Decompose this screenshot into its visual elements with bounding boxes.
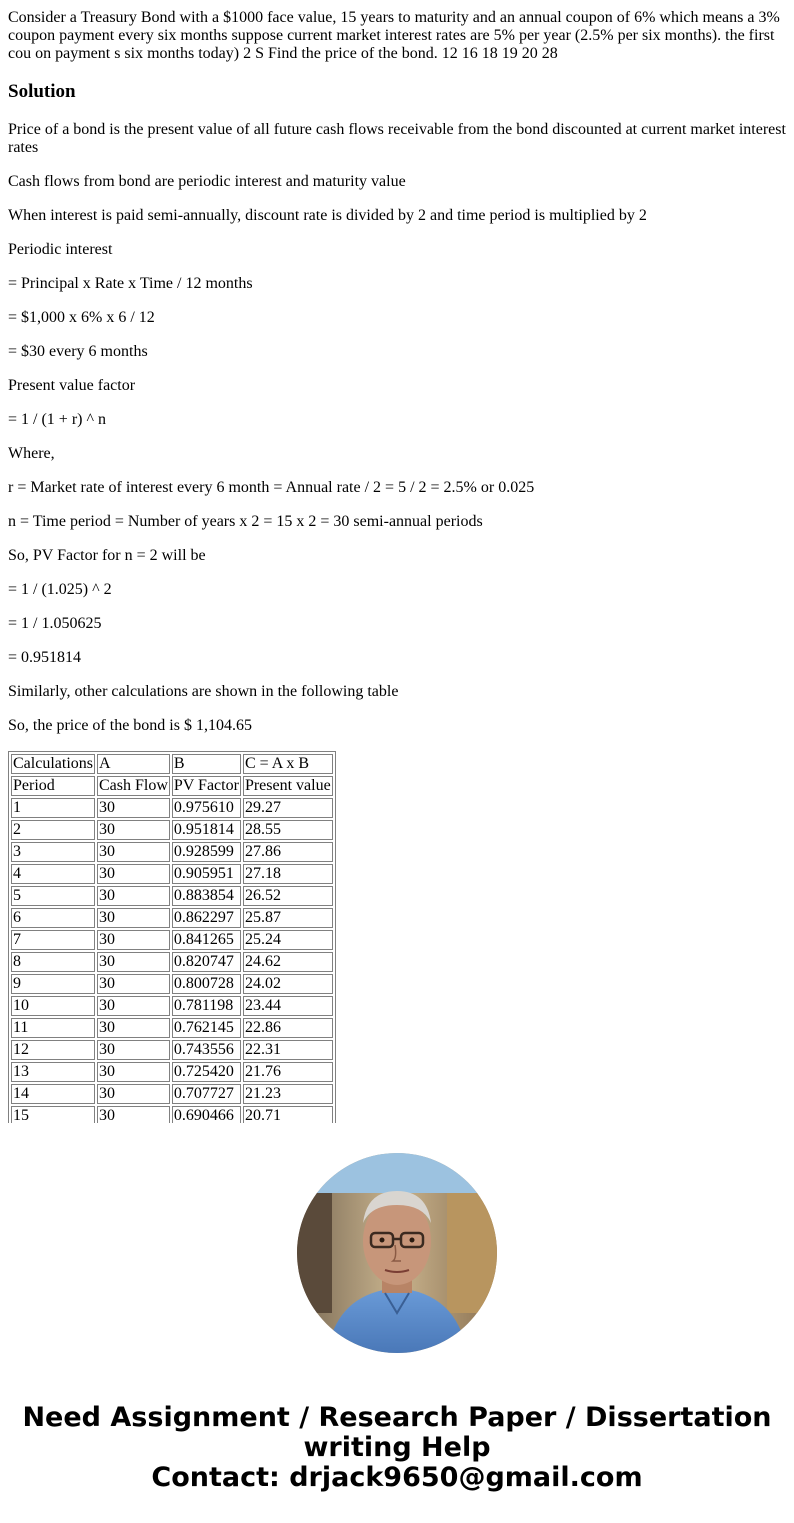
table-cell: 4 xyxy=(11,864,95,884)
calculation-table xyxy=(8,751,336,1123)
table-cell: 0.975610 xyxy=(172,798,241,818)
table-row xyxy=(11,1018,333,1038)
table-cell: 7 xyxy=(11,930,95,950)
table-cell: 28.55 xyxy=(243,820,333,840)
table-cell: 23.44 xyxy=(243,996,333,1016)
table-cell: 0.800728 xyxy=(172,974,241,994)
table-header-cell: Present value xyxy=(244,777,331,794)
table-cell: 14 xyxy=(11,1084,95,1104)
table-header-cell: Period xyxy=(11,776,95,796)
table-cell: 11 xyxy=(11,1018,95,1038)
paragraph-12: n = Time period = Number of years x 2 = 15 x 2 = 30 semi-annual periods xyxy=(8,513,483,530)
table-row xyxy=(11,1106,333,1123)
table-cell: 30 xyxy=(97,996,170,1016)
paragraph-13: So, PV Factor for n = 2 will be xyxy=(8,547,206,564)
paragraph-9: = 1 / (1 + r) ^ n xyxy=(8,411,106,428)
paragraph-1: Price of a bond is the present value of all future cash flows receivable from the bond discounted at current market interest rates xyxy=(8,121,786,156)
table-cell: 0.951814 xyxy=(172,820,241,840)
table-header-cell: B xyxy=(172,754,241,774)
table-cell: 30 xyxy=(97,974,170,994)
table-cell: 30 xyxy=(97,864,170,884)
paragraph-17: Similarly, other calculations are shown in the following table xyxy=(8,683,399,700)
paragraph-2: Cash flows from bond are periodic interest and maturity value xyxy=(8,173,406,190)
table-cell: 0.820747 xyxy=(172,952,241,972)
table-cell: 3 xyxy=(11,842,95,862)
author-avatar xyxy=(297,1153,497,1353)
table-row xyxy=(11,996,333,1016)
table-cell: 0.690466 xyxy=(172,1106,241,1123)
table-cell: 30 xyxy=(97,930,170,950)
table-cell: 0.725420 xyxy=(172,1062,241,1082)
table-cell: 29.27 xyxy=(243,798,333,818)
table-row xyxy=(11,820,333,840)
table-cell: 30 xyxy=(97,1106,170,1123)
table-cell: 0.883854 xyxy=(172,886,241,906)
table-cell: 30 xyxy=(97,886,170,906)
table-cell: 9 xyxy=(11,974,95,994)
table-cell: 1 xyxy=(11,798,95,818)
table-cell: 21.23 xyxy=(243,1084,333,1104)
table-row xyxy=(11,974,333,994)
table-cell: 21.76 xyxy=(243,1062,333,1082)
table-header-cell: Calculations xyxy=(13,755,93,772)
table-cell: 25.87 xyxy=(243,908,333,928)
table-row xyxy=(11,930,333,950)
footer-line-2: writing Help xyxy=(303,1432,491,1463)
table-header-row-1 xyxy=(11,754,333,774)
table-cell: 13 xyxy=(11,1062,95,1082)
table-cell: 0.762145 xyxy=(172,1018,241,1038)
promo-footer xyxy=(0,1403,794,1493)
table-row xyxy=(11,864,333,884)
table-row xyxy=(11,1062,333,1082)
paragraph-16: = 0.951814 xyxy=(8,649,82,666)
paragraph-14: = 1 / (1.025) ^ 2 xyxy=(8,581,112,598)
table-row xyxy=(11,798,333,818)
table-cell: 30 xyxy=(97,1084,170,1104)
table-cell: 26.52 xyxy=(243,886,333,906)
table-row xyxy=(11,1084,333,1104)
table-header-cell: Cash Flow xyxy=(98,777,168,794)
table-row xyxy=(11,952,333,972)
table-cell: 0.862297 xyxy=(172,908,241,928)
paragraph-11: r = Market rate of interest every 6 month = Annual rate / 2 = 5 / 2 = 2.5% or 0.025 xyxy=(8,479,535,496)
table-cell: 15 xyxy=(11,1106,95,1123)
table-cell: 27.18 xyxy=(243,864,333,884)
solution-heading: Solution xyxy=(8,81,76,102)
table-header-cell: C = A x B xyxy=(243,754,333,774)
table-cell: 25.24 xyxy=(243,930,333,950)
paragraph-7: = $30 every 6 months xyxy=(8,343,148,360)
paragraph-15: = 1 / 1.050625 xyxy=(8,615,102,632)
paragraph-6: = $1,000 x 6% x 6 / 12 xyxy=(8,309,155,326)
paragraph-4: Periodic interest xyxy=(8,241,113,258)
table-cell: 30 xyxy=(97,798,170,818)
table-cell: 2 xyxy=(11,820,95,840)
table-cell: 0.781198 xyxy=(172,996,241,1016)
table-header-cell: PV Factor xyxy=(173,777,239,794)
table-row xyxy=(11,908,333,928)
paragraph-10: Where, xyxy=(8,445,55,462)
table-header-row-2 xyxy=(11,776,333,796)
table-header-cell: A xyxy=(97,754,170,774)
paragraph-5: = Principal x Rate x Time / 12 months xyxy=(8,275,253,292)
paragraph-3: When interest is paid semi-annually, discount rate is divided by 2 and time period is multiplied by 2 xyxy=(8,207,647,224)
table-cell: 20.71 xyxy=(243,1106,333,1123)
table-cell: 24.02 xyxy=(243,974,333,994)
table-row xyxy=(11,1040,333,1060)
table-cell: 22.86 xyxy=(243,1018,333,1038)
table-cell: 10 xyxy=(11,996,95,1016)
table-cell: 0.905951 xyxy=(172,864,241,884)
table-cell: 5 xyxy=(11,886,95,906)
table-cell: 0.841265 xyxy=(172,930,241,950)
table-cell: 24.62 xyxy=(243,952,333,972)
footer-contact: Contact: drjack9650@gmail.com xyxy=(151,1462,643,1493)
table-cell: 30 xyxy=(97,1062,170,1082)
table-cell: 0.707727 xyxy=(172,1084,241,1104)
table-row xyxy=(11,842,333,862)
table-row xyxy=(11,886,333,906)
table-cell: 30 xyxy=(97,952,170,972)
table-cell: 27.86 xyxy=(243,842,333,862)
table-cell: 30 xyxy=(97,842,170,862)
table-cell: 0.743556 xyxy=(172,1040,241,1060)
table-cell: 30 xyxy=(97,820,170,840)
table-cell: 30 xyxy=(97,1018,170,1038)
table-cell: 30 xyxy=(97,1040,170,1060)
paragraph-18: So, the price of the bond is $ 1,104.65 xyxy=(8,717,252,734)
portrait-image xyxy=(297,1153,497,1353)
table-cell: 12 xyxy=(11,1040,95,1060)
table-cell: 6 xyxy=(11,908,95,928)
question-text: Consider a Treasury Bond with a $1000 face value, 15 years to maturity and an annual coupon of 6% which means a 3% coupon payment every six months suppose current market interest rates are 5% per year (2.5% per six months). the first cou on payment s six months today) 2 S Find the price of the bond. 12 16 18 19 20 28 xyxy=(8,9,780,62)
table-cell: 0.928599 xyxy=(172,842,241,862)
paragraph-8: Present value factor xyxy=(8,377,136,394)
footer-line-1: Need Assignment / Research Paper / Dissertation xyxy=(22,1402,772,1433)
table-cell: 30 xyxy=(97,908,170,928)
table-cell: 8 xyxy=(11,952,95,972)
table-cell: 22.31 xyxy=(243,1040,333,1060)
calculation-table-wrapper xyxy=(8,751,336,1123)
